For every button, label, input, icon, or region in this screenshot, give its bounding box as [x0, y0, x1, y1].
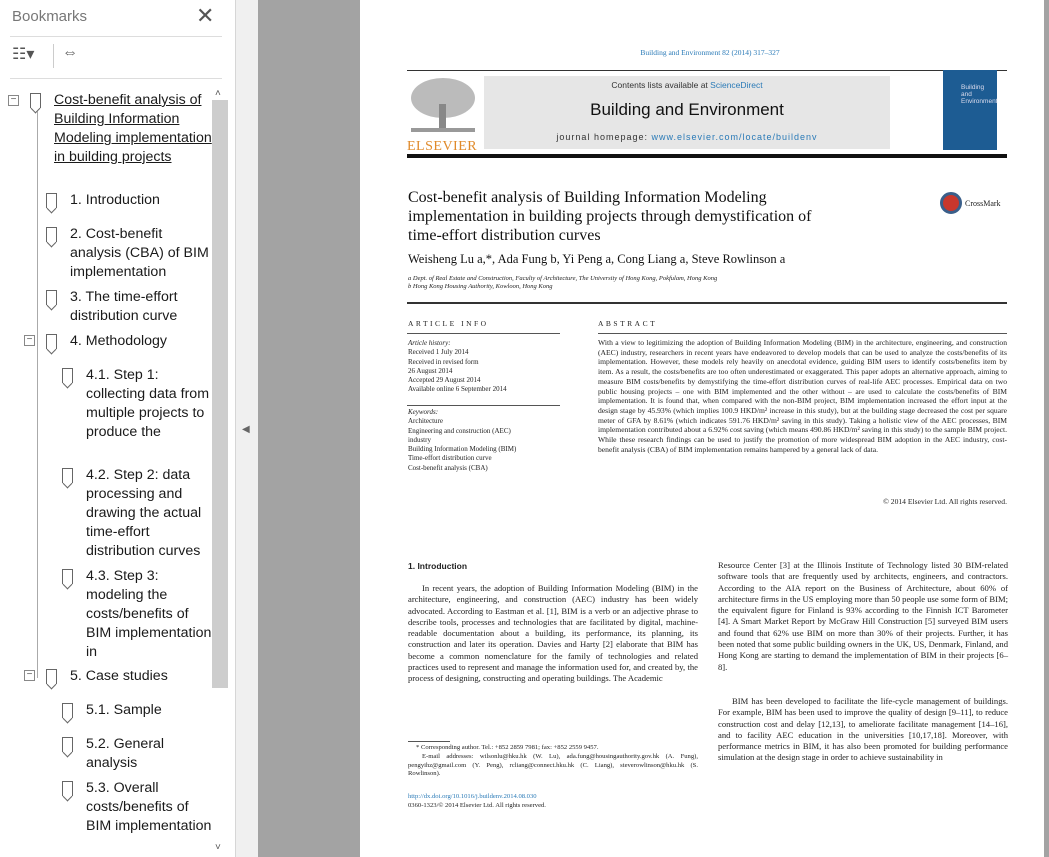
journal-name: Building and Environment [590, 100, 784, 119]
intro-column-1: In recent years, the adoption of Building Information Modeling (BIM) in the architecture, engineering, and construction (AEC) industry has been widely advocated. According to Eastman et al. [1], BIM is a verb or an adjective phrase to describe tools, processes and technologies that are facilitated by digital, machine-readable documentation about a building, its performance, its planning, its construction and later its operation. Davies and Harty [2] elaborate that BIM has become a common nomenclature for the family of technologies and related practices used to represent and manage the information used for, and created by, the process of designing, constructing and operating buildings. The Academic [408, 583, 698, 684]
issn-line: 0360-1323/© 2014 Elsevier Ltd. All rights reserved. [408, 802, 546, 809]
bookmark-icon [62, 703, 73, 718]
contents-text: Contents lists available at [611, 80, 711, 90]
expand-bookmark-icon[interactable]: ⇔ [62, 44, 78, 61]
crossmark-badge[interactable]: CrossMark [940, 192, 1001, 214]
bookmark-icon [62, 569, 73, 584]
collapse-toggle[interactable]: − [24, 335, 35, 346]
tree-logo-icon [407, 76, 479, 136]
rule [408, 741, 450, 742]
bookmarks-scrollbar[interactable] [212, 88, 228, 857]
bookmark-icon [30, 93, 41, 108]
bookmark-icon [46, 193, 57, 208]
sciencedirect-link[interactable]: ScienceDirect [710, 80, 763, 90]
rule [407, 302, 1007, 304]
divider [10, 78, 222, 79]
bookmark-icon [46, 669, 57, 684]
affiliation-b: b Hong Kong Housing Authority, Kowloon, Hong Kong [408, 283, 553, 290]
rule [598, 333, 1007, 334]
panel-title: Bookmarks [12, 8, 88, 25]
bookmark-icon [46, 290, 57, 305]
bookmarks-panel: Bookmarks ✕ ☷▾ ⇔ − − − Cost-benefit analysis of Building Information Modeling implementation in building projects 1. Introduction 2. Cost-benefit analysis (CBA) of BIM implementation 3. The time-effort distribution curve 4. Methodology 4.1. Step 1: collecting data from multiple projects to produce the 4.2. Step 2: data processing and drawing the actual time-effort distribution curves 4.3. Step 3: modeling the costs/benefits of BIM implementation in 5. Case studies 5.1. Sample 5.2. General analysis 5.3. Overall costs/benefits of BIM implementation ˄ ˅ [0, 0, 236, 857]
scroll-down-icon[interactable]: ˅ [215, 842, 221, 853]
intro-column-2b: BIM has been developed to facilitate the life-cycle management of buildings. For example, BIM has been used to improve the quality of design [9–11], to reduce construction cost and delay [12,13], to ameliorate facilitate management [14–16], and to facility AEC education in the universities [10,17,18]. Moreover, with performance metrics in BIM, it has also been promoted for building performance simulation at the design stage in order to achieve sustainability in [718, 696, 1008, 763]
intro-column-2a: Resource Center [3] at the Illinois Institute of Technology listed 30 BIM-related software tools that are frequently used by architects, engineers, and contractors. According to the AIA report on the Business of Architecture, about 60% of architecture firms in the US employing more than 50 people use some form of BIM; the equivalent figure for Finland is 93% according to the Finnish ICT Barometer [4]. A Smart Market Report by McGraw Hill Construction [5] surveyed BIM users and found that 62% use BIM on more than 30% of their projects. Further, it has been noted that some public building owners in the UK, US, Denmark, Finland, and Hong Kong are starting to demand the implementation of BIM in their projects [6–8]. [718, 560, 1008, 672]
abstract-text: With a view to legitimizing the adoption of Building Information Modeling (BIM) in the architecture, engineering, and construction (AEC) industry, researchers in recent years have endeavored to develop models that can be used to analyze the costs/benefits of its implementation. However, these models rely heavily on anecdotal evidence, guiding BIM users to identify costs/benefits item by item. As a result, the costs/benefits are too often underestimated or exaggerated. This paper adopts an alternative approach, aiming to measure BIM costs/benefits by demystifying the time-effort distribution curves of real-life AEC processes. Empirical data on two public housing projects – one with BIM implemented and the other without – are used to calculate the costs/benefits of BIM implementation. It is found that, when compared with the non-BIM project, BIM implementation increased the effort input at the design stage by 45.93% (which implies 100.9 HKD/m² increase in this study), but at the building stage decreased the cost per square meter of GFA by 8.61% (which indicates 591.76 HKD/m² saving in this study). Taking a holistic view of the AEC processes, BIM implementation contributed about a 6.92% cost saving (which means 490.86 HKD/m² saving in this study) to the sample BIM project. While these research findings can be used to justify the promotion of more widespread BIM adoption in the AEC industry, cost-benefit analysis (CBA) of BIM implementation remains hampered by a general lack of data. [598, 338, 1007, 454]
scroll-up-icon[interactable]: ˄ [215, 88, 221, 99]
scrollbar-thumb[interactable] [212, 100, 228, 688]
journal-citation: Building and Environment 82 (2014) 317–327 [640, 48, 780, 57]
abstract-copyright: © 2014 Elsevier Ltd. All rights reserved. [883, 497, 1007, 506]
bookmark-icon [46, 227, 57, 242]
bookmark-icon [62, 368, 73, 383]
article-title: Cost-benefit analysis of Building Information Modeling implementation in building projects through demystification of time-effort distribution curves [408, 189, 812, 244]
article-history: Article history: Received 1 July 2014 Received in revised form 26 August 2014 Accepted 29 August 2014 Available online 6 September 2014 [408, 339, 507, 394]
article-info-heading: ARTICLE INFO [408, 319, 489, 328]
rule [407, 405, 560, 406]
homepage-link[interactable]: www.elsevier.com/locate/buildenv [651, 132, 818, 142]
footnote-emails: E-mail addresses: wilsonlu@hku.hk (W. Lu), ada.fung@housingauthority.gov.hk (A. Fung), pengyihz@gmail.com (Y. Peng), rcliang@connect.hku.hk (C. Liang), steverowlinson@hku.hk (S. Rowlinson). [408, 753, 698, 778]
section-heading: 1. Introduction [408, 561, 468, 571]
bookmark-icon [62, 468, 73, 483]
affiliation-a: a Dept. of Real Estate and Construction, Faculty of Architecture, The University of Hong Kong, Pokfulam, Hong Kong [408, 275, 718, 282]
rule [407, 154, 1007, 158]
elsevier-logo: ELSEVIER [407, 76, 479, 146]
panel-splitter[interactable] [236, 0, 258, 857]
abstract-heading: ABSTRACT [598, 319, 658, 328]
crossmark-icon [940, 192, 962, 214]
authors: Weisheng Lu a,*, Ada Fung b, Yi Peng a, Cong Liang a, Steve Rowlinson a [408, 252, 786, 266]
options-menu-icon[interactable]: ☷▾ [12, 46, 35, 63]
keywords: Keywords: Architecture Engineering and construction (AEC) industry Building Information Modeling (BIM) Time-effort distribution curve Cost-benefit analysis (CBA) [408, 408, 517, 472]
footnote-corresponding: * Corresponding author. Tel.: +852 2859 7981; fax: +852 2559 9457. [416, 744, 599, 751]
pdf-page [360, 0, 1044, 857]
journal-banner [484, 76, 890, 149]
tree-line [37, 108, 38, 678]
bookmark-icon [62, 737, 73, 752]
homepage-label: journal homepage: [556, 132, 652, 142]
journal-cover: Building and Environment [943, 70, 997, 150]
rule [407, 70, 1007, 71]
collapse-panel-icon[interactable]: ◀ [242, 424, 250, 435]
doi-link[interactable]: http://dx.doi.org/10.1016/j.buildenv.2014.08.030 [408, 793, 537, 800]
divider [53, 44, 54, 68]
bookmark-icon [62, 781, 73, 796]
collapse-toggle[interactable]: − [24, 670, 35, 681]
collapse-toggle[interactable]: − [8, 95, 19, 106]
divider [10, 36, 222, 37]
rule [407, 333, 560, 334]
bookmark-icon [46, 334, 57, 349]
close-icon[interactable]: ✕ [196, 3, 215, 28]
